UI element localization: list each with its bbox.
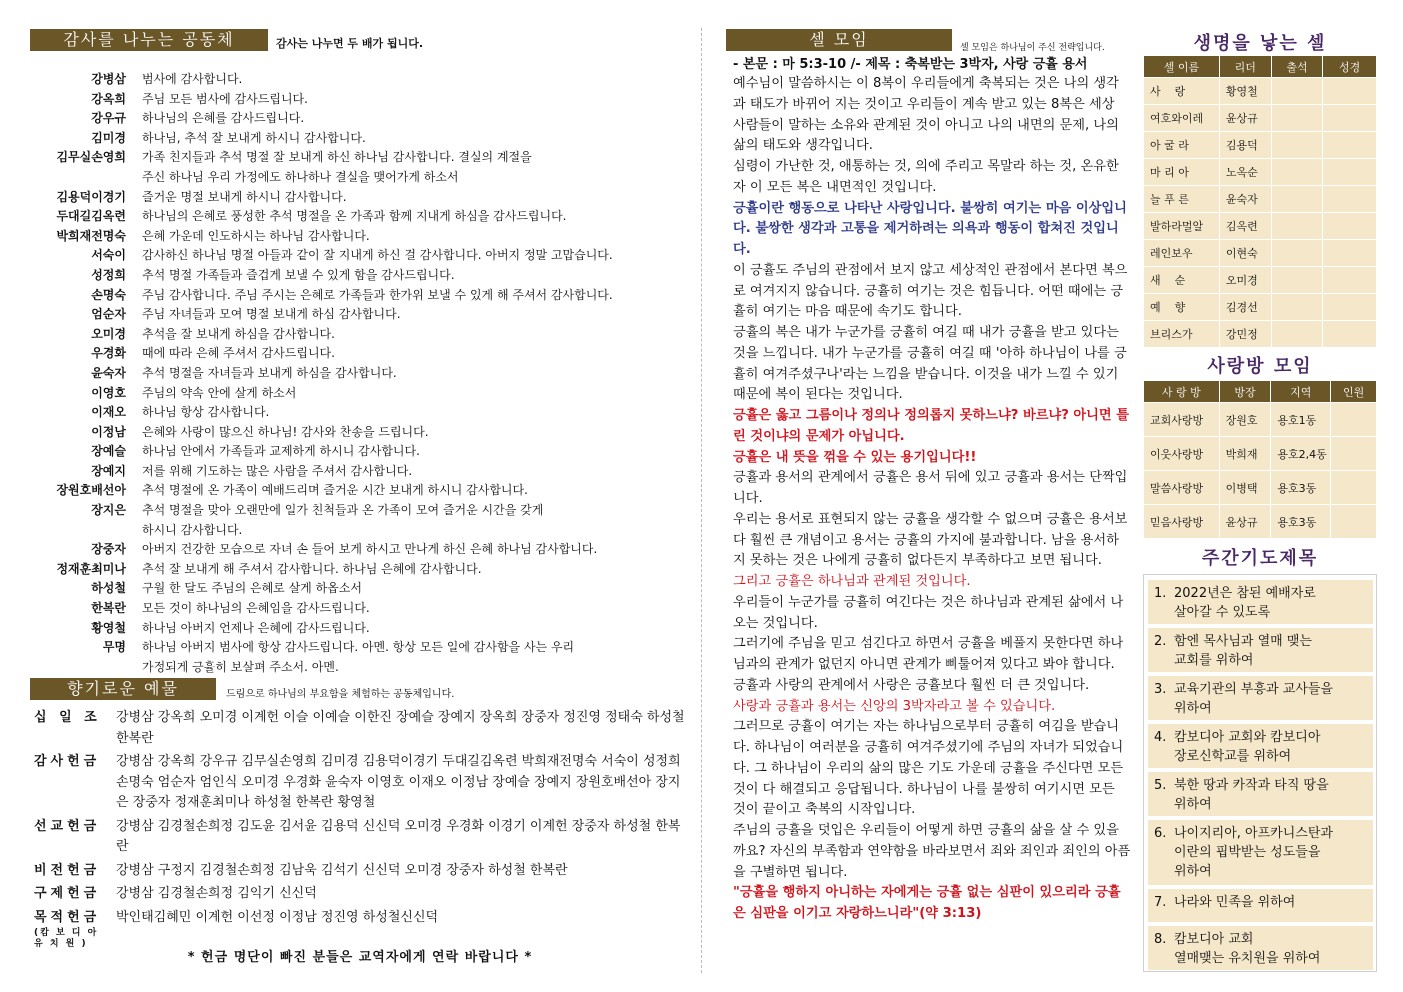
cell-name: 발하라멀알 — [1144, 213, 1220, 240]
cell-leader: 강민정 — [1219, 321, 1271, 348]
offering-category-label: 비전헌금 — [34, 862, 101, 878]
sermon-paragraph: 우리들이 누군가를 긍휼히 여긴다는 것은 하나님과 관계된 삶에서 나오는 것입니다. — [733, 594, 1124, 631]
cell-row — [1144, 78, 1377, 105]
offering-names: 강병삼 강옥희 오미경 이계헌 이슬 이예슬 이한진 장예슬 장예지 장옥희 장중자 정진영 정태숙 하성철 한복란 — [116, 710, 685, 746]
room-leader: 이병택 — [1219, 471, 1271, 505]
cell-bible — [1323, 213, 1377, 240]
room-name: 믿음사랑방 — [1144, 505, 1220, 539]
offering-category-label: 목적헌금 — [34, 909, 101, 925]
offering-category — [30, 752, 116, 814]
cell-attendance — [1271, 105, 1323, 132]
cells-header-leader: 리더 — [1219, 56, 1271, 78]
thanks-row — [30, 442, 690, 462]
thanks-name: 두대길김옥련 — [56, 209, 126, 224]
offering-category — [30, 708, 116, 749]
thanks-text: 하나님의 은혜를 감사드립니다. — [142, 111, 305, 126]
cell-row — [1144, 321, 1377, 348]
offering-category-label: 구제헌금 — [34, 886, 101, 901]
prayer-text: 나이지리아, 아프카니스탄과 이란의 핍박받는 성도들을 위하여 — [1174, 826, 1333, 879]
prayer-number: 2. — [1154, 634, 1167, 649]
thanks-name: 김용덕이경기 — [56, 189, 126, 204]
offering-row — [30, 884, 690, 905]
thanks-text: 모든 것이 하나님의 은혜임을 감사드립니다. — [142, 601, 370, 616]
cell-name: 아 굴 라 — [1144, 132, 1220, 159]
thanks-text: 가족 친지들과 추석 명절 잘 보내게 하신 하나님 감사합니다. 결실의 계절을 주신 하나님 우리 가정에도 하나하나 결실을 맺어가게 하소서 — [142, 150, 532, 184]
rooms-header-area: 지역 — [1271, 381, 1331, 403]
offering-row — [30, 817, 690, 858]
offering-names: 강병삼 구정지 김경철손희정 김남욱 김석기 신신덕 오미경 장중자 하성철 한복란 — [116, 862, 568, 878]
room-name: 교회사랑방 — [1144, 403, 1220, 437]
room-leader: 박희재 — [1219, 437, 1271, 471]
cells-header-bible: 성경 — [1323, 56, 1377, 78]
sermon-paragraph: 우리는 용서로 표현되지 않는 긍휼을 생각할 수 없으며 긍휼은 용서보다 훨씬 큰 개념이고 용서는 긍휼의 가지에 불과합니다. 남을 용서하지 못하는 것은 나에게 긍휼히 없다든지 부족하다고 보면 됩니다. — [733, 511, 1128, 569]
thanks-row — [30, 423, 690, 443]
cell-name: 브리스가 — [1144, 321, 1220, 348]
room-name: 이웃사랑방 — [1144, 437, 1220, 471]
thanks-text: 아버지 건강한 모습으로 자녀 손 들어 보게 하시고 만나게 하신 은혜 하나님 감사합니다. — [142, 542, 598, 557]
sermon-paragraph: 그러기에 주님을 믿고 섬긴다고 하면서 긍휼을 베풀지 못한다면 하나님과의 관계가 없던지 아니면 관계가 삐툴어져 있다고 봐야 합니다. — [733, 636, 1124, 672]
sermon-paragraph: 긍휼이란 행동으로 나타난 사랑입니다. 불쌍히 여기는 마음 이상입니다. 불쌍한 생각과 고통을 제거하려는 의욕과 행동이 합쳐진 것입니다. — [733, 200, 1127, 257]
thanks-text: 하나님 안에서 가족들과 교제하게 하시니 감사합니다. — [142, 444, 420, 459]
thanks-text: 추석 명절을 자녀들과 보내게 하심을 감사합니다. — [142, 365, 397, 380]
sermon-paragraph: 이 긍휼도 주님의 관점에서 보지 않고 세상적인 관점에서 본다면 복으로 여겨지지 않습니다. 긍휼히 여기는 것은 힘듭니다. 어떤 때에는 긍휼히 여기는 마음 때문에 속기도 합니다. — [733, 262, 1128, 320]
thanks-text: 추석 잘 보내게 해 주셔서 감사합니다. 하나님 은혜에 감사합니다. — [142, 561, 482, 576]
room-area: 용호2,4동 — [1271, 437, 1331, 471]
prayer-item — [1148, 628, 1373, 672]
thanks-name: 하성철 — [91, 581, 126, 596]
thanks-section-subtitle: 감사는 나누면 두 배가 됩니다. — [276, 37, 424, 50]
page-fold-divider — [701, 28, 702, 973]
thanks-text: 저를 위해 기도하는 많은 사람을 주셔서 감사합니다. — [142, 463, 413, 478]
offering-row — [30, 708, 690, 749]
cell-name: 레인보우 — [1144, 240, 1220, 267]
thanks-row — [30, 481, 690, 501]
prayer-number: 7. — [1154, 895, 1167, 910]
cells-header-attendance: 출석 — [1271, 56, 1323, 78]
prayer-text: 북한 땅과 카작과 타직 땅을 위하여 — [1174, 778, 1329, 812]
sermon-reference: - 본문 : 마 5:3-10 /- 제목 : 축복받는 3박자, 사랑 긍휼 용서 — [733, 57, 1088, 72]
offering-category — [30, 861, 116, 882]
prayer-text: 함엔 목사님과 열매 맺는 교회를 위하여 — [1174, 634, 1312, 668]
cell-leader: 김경선 — [1219, 294, 1271, 321]
offering-category-label: 선교헌금 — [34, 818, 101, 834]
sermon-paragraph: 주님의 긍휼을 덧입은 우리들이 어떻게 하면 긍휼의 삶을 살 수 있을까요? 자신의 부족함과 연약함을 바라보면서 죄와 죄인과 죄인의 아픔을 구별하면 됩니다. — [733, 823, 1131, 880]
cell-bible — [1323, 321, 1377, 348]
offering-list — [30, 708, 690, 953]
thanks-name: 오미경 — [91, 326, 126, 341]
cell-bible — [1323, 240, 1377, 267]
cell-name: 예 향 — [1144, 294, 1220, 321]
prayer-text: 교육기관의 부흥과 교사들을 위하여 — [1174, 682, 1333, 716]
room-area: 용호1동 — [1271, 403, 1331, 437]
thanks-text: 주님 모든 범사에 감사드립니다. — [142, 91, 308, 106]
room-row — [1144, 437, 1377, 471]
sermon-paragraph: 심령이 가난한 것, 애통하는 것, 의에 주리고 목말라 하는 것, 온유한 자 이 모든 복은 내면적인 것입니다. — [733, 159, 1119, 195]
cell-attendance — [1271, 186, 1323, 213]
thanks-name: 박희재전명숙 — [56, 228, 126, 243]
offering-category — [30, 817, 116, 858]
room-count — [1331, 403, 1377, 437]
thanks-text: 구월 한 달도 주님의 은혜로 살게 하옵소서 — [142, 581, 362, 596]
thanks-text: 추석 명절에 온 가족이 예배드리며 즐거운 시간 보내게 하시니 감사합니다. — [142, 483, 528, 498]
cell-name: 새 순 — [1144, 267, 1220, 294]
cells-title: 생명을 낳는 셀 — [1193, 33, 1327, 54]
rooms-title: 사랑방 모임 — [1207, 356, 1313, 377]
cell-name: 사 랑 — [1144, 78, 1220, 105]
thanks-name: 강우규 — [91, 111, 126, 126]
thanks-row — [30, 579, 690, 599]
thanks-row — [30, 207, 690, 227]
cell-row — [1144, 105, 1377, 132]
sermon-paragraph: 긍휼의 복은 내가 누군가를 긍휼히 여길 때 내가 긍휼을 받고 있다는 것을 느낍니다. 내가 누군가를 긍휼히 여길 때 '아하 하나님이 나를 긍휼히 여겨주셨구나'라는 느낌을 받습니다. 이것을 내가 느낄 수 있기 때문에 복이 된다는 것입니다. — [733, 325, 1127, 403]
cell-name: 여호와이레 — [1144, 105, 1220, 132]
thanks-section-title: 감사를 나누는 공동체 — [30, 29, 268, 51]
sermon-body — [733, 74, 1131, 925]
thanks-text: 추석 명절 가족들과 즐겁게 보낼 수 있게 함을 감사드립니다. — [142, 267, 455, 282]
thanks-row — [30, 403, 690, 423]
prayer-number: 3. — [1154, 682, 1167, 697]
prayer-number: 4. — [1154, 730, 1167, 745]
cell-leader: 오미경 — [1219, 267, 1271, 294]
thanks-name: 김미경 — [91, 130, 126, 145]
offering-category-label: 십 일 조 — [34, 710, 101, 725]
cell-leader: 노옥순 — [1219, 159, 1271, 186]
prayer-text: 2022년은 참된 예배자로 살아갈 수 있도록 — [1174, 586, 1316, 620]
thanks-text: 즐거운 명절 보내게 하시니 감사합니다. — [142, 189, 347, 204]
prayer-item — [1148, 676, 1373, 720]
prayer-number: 1. — [1154, 586, 1167, 601]
cell-attendance — [1271, 240, 1323, 267]
offering-note: * 헌금 명단이 빠진 분들은 교역자에게 연락 바랍니다 * — [187, 950, 533, 965]
room-count — [1331, 471, 1377, 505]
cell-row — [1144, 267, 1377, 294]
cell-bible — [1323, 78, 1377, 105]
prayer-box — [1143, 574, 1377, 972]
thanks-text: 하나님 아버지 범사에 항상 감사드립니다. 아멘. 항상 모든 일에 감사함을 사는 우리 가정되게 긍휼히 보살펴 주소서. 아멘. — [142, 640, 575, 674]
sermon-paragraph: 긍휼과 사랑의 관계에서 사랑은 긍휼보다 훨씬 더 큰 것입니다. — [733, 677, 1090, 693]
offering-section-subtitle: 드림으로 하나님의 부요함을 체험하는 공동체입니다. — [226, 689, 455, 700]
prayer-number: 6. — [1154, 826, 1167, 841]
room-name: 말씀사랑방 — [1144, 471, 1220, 505]
cell-leader: 황영철 — [1219, 78, 1271, 105]
offering-category-sub: (캄 보 디 아 유 치 원 ) — [34, 928, 99, 949]
cell-bible — [1323, 186, 1377, 213]
thanks-row — [30, 129, 690, 149]
cell-attendance — [1271, 267, 1323, 294]
thanks-row — [30, 70, 690, 90]
cell-bible — [1323, 159, 1377, 186]
cell-row — [1144, 159, 1377, 186]
cell-attendance — [1271, 294, 1323, 321]
prayer-item — [1148, 772, 1373, 816]
offering-names: 박인태김혜민 이계헌 이선정 이정남 정진영 하성철신신덕 — [116, 909, 439, 925]
prayer-title: 주간기도제목 — [1201, 548, 1319, 569]
sermon-paragraph: 사랑과 긍휼과 용서는 신앙의 3박자라고 볼 수 있습니다. — [733, 698, 1056, 714]
thanks-row — [30, 305, 690, 325]
thanks-text: 주님 감사합니다. 주님 주시는 은혜로 가족들과 한가위 보낼 수 있게 해 주셔서 감사합니다. — [142, 287, 613, 302]
offering-row — [30, 861, 690, 882]
room-count — [1331, 437, 1377, 471]
prayer-number: 5. — [1154, 778, 1167, 793]
prayer-text: 나라와 민족을 위하여 — [1174, 895, 1296, 910]
thanks-row — [30, 501, 690, 540]
prayer-item — [1148, 724, 1373, 768]
prayer-item — [1148, 580, 1373, 624]
room-area: 용호3동 — [1271, 471, 1331, 505]
sermon-paragraph: 그러므로 긍휼이 여기는 자는 하나님으로부터 긍휼히 여김을 받습니다. 하나님이 여러분을 긍휼히 여겨주셨기에 주님의 자녀가 되었습니다. 그 하나님이 우리의 삶의 많은 기도 가운데 긍휼을 주신다면 모든 것이 다 해결되고 응답됩니다. 하나님이 나를 불쌍히 여기시면 모든 것이 끝이고 축복의 시작입니다. — [733, 719, 1124, 818]
offering-names: 강병삼 김경철손희정 김익기 신신덕 — [116, 886, 317, 901]
thanks-name: 한복란 — [91, 601, 126, 616]
thanks-name: 윤숙자 — [91, 365, 126, 380]
prayer-text: 캄보디아 교회와 캄보디아 장로신학교를 위하여 — [1174, 730, 1321, 764]
cell-row — [1144, 186, 1377, 213]
room-area: 용호3동 — [1271, 505, 1331, 539]
cell-leader: 김용덕 — [1219, 132, 1271, 159]
thanks-name: 엄순자 — [91, 307, 126, 322]
thanks-text: 때에 따라 은혜 주셔서 감사드립니다. — [142, 346, 335, 361]
room-leader: 윤상규 — [1219, 505, 1271, 539]
cells-table — [1143, 55, 1377, 348]
thanks-row — [30, 540, 690, 560]
offering-category — [30, 908, 116, 951]
room-leader: 장원호 — [1219, 403, 1271, 437]
cell-section-subtitle: 셀 모임은 하나님이 주신 전략입니다. — [960, 43, 1105, 53]
thanks-name: 무명 — [102, 640, 126, 655]
thanks-name: 우경화 — [91, 346, 126, 361]
offering-section-title: 향기로운 예물 — [30, 678, 216, 700]
rooms-table — [1143, 380, 1377, 539]
rooms-header-count: 인원 — [1331, 381, 1377, 403]
thanks-list — [30, 70, 690, 677]
cell-row — [1144, 132, 1377, 159]
cell-bible — [1323, 132, 1377, 159]
prayer-item — [1148, 889, 1373, 922]
offering-row — [30, 752, 690, 814]
thanks-row — [30, 344, 690, 364]
cells-header-name: 셀 이름 — [1144, 56, 1220, 78]
offering-category — [30, 884, 116, 905]
thanks-row — [30, 109, 690, 129]
thanks-text: 은혜와 사랑이 많으신 하나님! 감사와 찬송을 드립니다. — [142, 424, 429, 439]
thanks-text: 하나님, 추석 잘 보내게 하시니 감사합니다. — [142, 130, 366, 145]
thanks-name: 이정남 — [91, 424, 126, 439]
thanks-row — [30, 246, 690, 266]
cell-leader: 김옥련 — [1219, 213, 1271, 240]
cell-attendance — [1271, 159, 1323, 186]
thanks-name: 이재오 — [91, 405, 126, 420]
thanks-name: 이영호 — [91, 385, 126, 400]
thanks-text: 하나님의 은혜로 풍성한 추석 명절을 온 가족과 함께 지내게 하심을 감사드립니다. — [142, 209, 567, 224]
cell-attendance — [1271, 321, 1323, 348]
thanks-name: 장지은 — [91, 503, 126, 518]
thanks-row — [30, 560, 690, 580]
thanks-name: 장중자 — [91, 542, 126, 557]
thanks-row — [30, 384, 690, 404]
thanks-text: 하나님 항상 감사합니다. — [142, 405, 270, 420]
thanks-row — [30, 188, 690, 208]
sermon-paragraph: 긍휼은 내 뜻을 꺾을 수 있는 용기입니다!! — [733, 449, 977, 465]
cell-name: 늘 푸 른 — [1144, 186, 1220, 213]
thanks-row — [30, 325, 690, 345]
cell-name: 마 리 아 — [1144, 159, 1220, 186]
thanks-name: 강병삼 — [91, 72, 126, 86]
thanks-name: 장예슬 — [91, 444, 126, 459]
thanks-text: 감사하신 하나님 명절 아들과 같이 잘 지내게 하신 걸 감사합니다. 아버지 정말 고맙습니다. — [142, 248, 613, 263]
prayer-text: 캄보디아 교회 열매맺는 유치원을 위하여 — [1174, 932, 1321, 966]
thanks-row — [30, 619, 690, 639]
sermon-paragraph: 긍휼과 용서의 관계에서 긍휼은 용서 뒤에 있고 긍휼과 용서는 단짝입니다. — [733, 470, 1128, 506]
thanks-name: 손명숙 — [91, 287, 126, 302]
cell-attendance — [1271, 213, 1323, 240]
prayer-item — [1148, 820, 1373, 885]
thanks-text: 추석 명절을 맞아 오랜만에 일가 친척들과 온 가족이 모여 즐거운 시간을 갖게 하시니 감사합니다. — [142, 503, 544, 537]
sermon-paragraph: 긍휼은 옳고 그름이나 정의나 정의롭지 못하느냐? 바르냐? 아니면 틀린 것이냐의 문제가 아닙니다. — [733, 408, 1129, 444]
thanks-text: 범사에 감사합니다. — [142, 72, 243, 86]
offering-category-label: 감사헌금 — [34, 754, 101, 769]
thanks-row — [30, 638, 690, 677]
thanks-name: 김무실손영희 — [56, 150, 126, 165]
sermon-paragraph: "긍휼을 행하지 아니하는 자에게는 긍휼 없는 심판이 있으리라 긍휼은 심판을 이기고 자랑하느니라"(약 3:13) — [733, 885, 1121, 921]
cell-attendance — [1271, 78, 1323, 105]
thanks-row — [30, 286, 690, 306]
thanks-row — [30, 227, 690, 247]
thanks-row — [30, 90, 690, 110]
prayer-item — [1148, 926, 1373, 970]
room-row — [1144, 403, 1377, 437]
cell-bible — [1323, 294, 1377, 321]
sermon-paragraph: 그리고 긍휼은 하나님과 관계된 것입니다. — [733, 574, 971, 589]
offering-row — [30, 908, 690, 951]
thanks-text: 하나님 아버지 언제나 은혜에 감사드립니다. — [142, 620, 370, 635]
room-count — [1331, 505, 1377, 539]
thanks-name: 황영철 — [91, 620, 126, 635]
thanks-text: 주님 자녀들과 모여 명절 보내게 하심 감사합니다. — [142, 307, 401, 322]
cell-leader: 이현숙 — [1219, 240, 1271, 267]
thanks-row — [30, 364, 690, 384]
thanks-row — [30, 148, 690, 187]
thanks-name: 성정희 — [91, 267, 126, 282]
thanks-name: 정재훈최미나 — [56, 561, 126, 576]
cell-row — [1144, 294, 1377, 321]
cell-row — [1144, 240, 1377, 267]
thanks-row — [30, 266, 690, 286]
cell-row — [1144, 213, 1377, 240]
thanks-name: 장원호배선아 — [56, 483, 126, 498]
cell-section-title: 셀 모임 — [726, 29, 952, 51]
rooms-header-name: 사 랑 방 — [1144, 381, 1220, 403]
sermon-paragraph: 예수님이 말씀하시는 이 8복이 우리들에게 축복되는 것은 나의 생각과 태도가 바뀌어 지는 것이고 우리들이 계속 받고 있는 8복은 세상 사람들이 말하는 소유와 관계된 것이 아니고 나의 내면의 문제, 나의 삶의 태도와 생각입니다. — [733, 76, 1119, 154]
room-row — [1144, 471, 1377, 505]
cell-bible — [1323, 267, 1377, 294]
rooms-header-leader: 방장 — [1219, 381, 1271, 403]
cell-leader: 윤상규 — [1219, 105, 1271, 132]
cell-leader: 윤숙자 — [1219, 186, 1271, 213]
room-row — [1144, 505, 1377, 539]
thanks-name: 서숙이 — [91, 248, 126, 263]
offering-names: 강병삼 강옥희 강우규 김무실손영희 김미경 김용덕이경기 두대길김옥련 박희재전명숙 서숙이 성정희 손명숙 엄순자 엄인식 오미경 우경화 윤숙자 이영호 이재오 이정남 장예슬 장예지 장원호배선아 장지은 장중자 정재훈최미나 하성철 한복란 황영철 — [116, 754, 681, 810]
thanks-name: 강옥희 — [91, 91, 126, 106]
thanks-row — [30, 599, 690, 619]
thanks-text: 주님의 약속 안에 살게 하소서 — [142, 385, 297, 400]
thanks-name: 장예지 — [91, 463, 126, 478]
cell-bible — [1323, 105, 1377, 132]
thanks-text: 은혜 가운데 인도하시는 하나님 감사합니다. — [142, 228, 370, 243]
thanks-row — [30, 462, 690, 482]
prayer-number: 8. — [1154, 932, 1167, 947]
thanks-text: 추석을 잘 보내게 하심을 감사합니다. — [142, 326, 335, 341]
cell-attendance — [1271, 132, 1323, 159]
offering-names: 강병삼 김경철손희정 김도윤 김서윤 김용덕 신신덕 오미경 우경화 이경기 이계헌 장중자 하성철 한복란 — [116, 818, 681, 854]
